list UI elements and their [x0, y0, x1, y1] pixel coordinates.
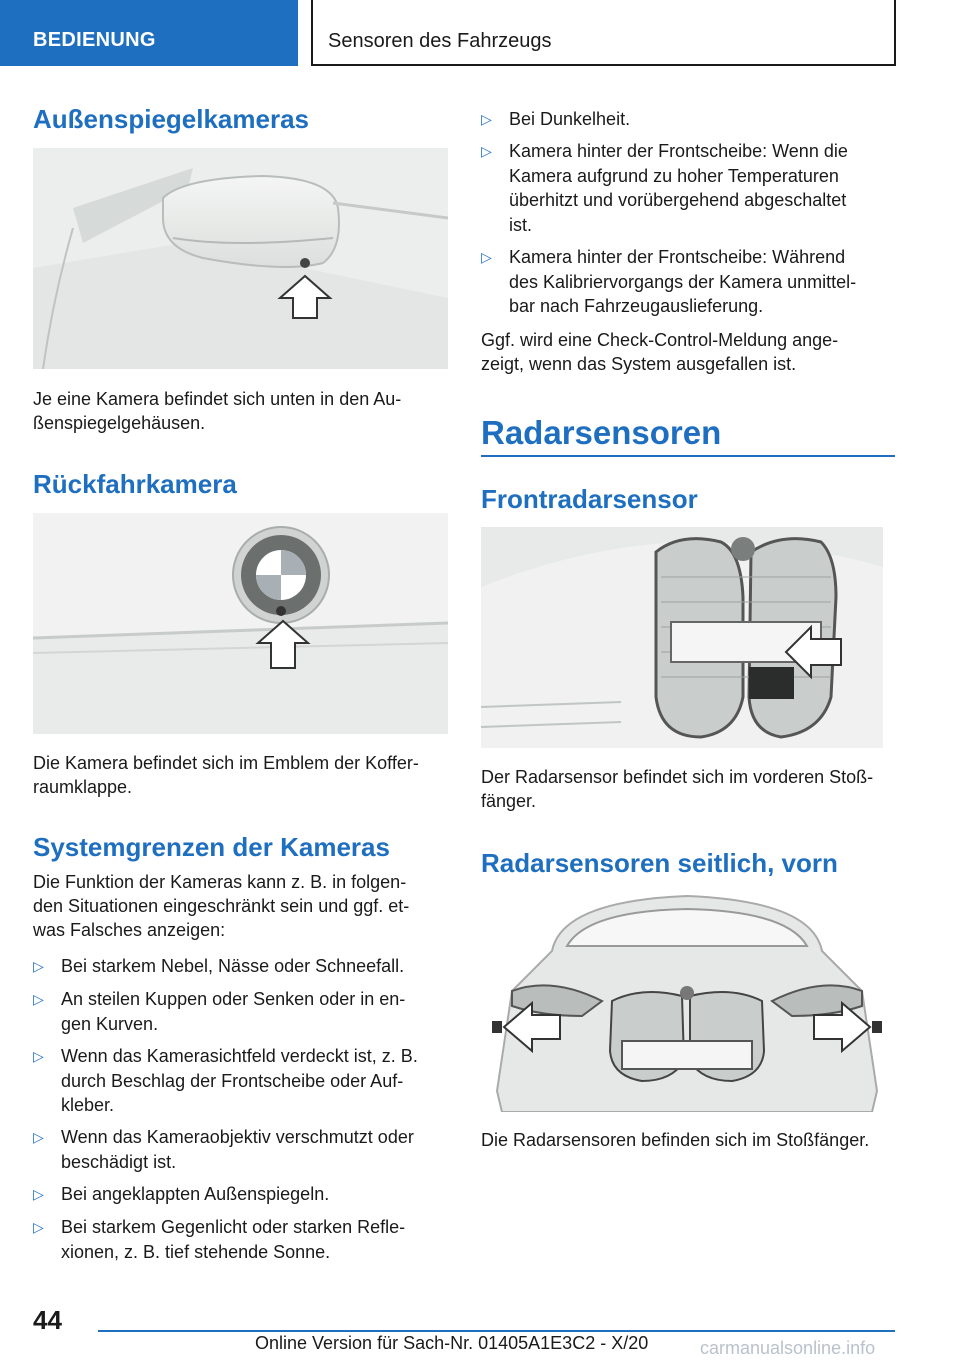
header-title-box: [311, 0, 896, 66]
front-radar-illustration: [481, 527, 883, 748]
limits-intro-line-3: was Falsches anzeigen:: [33, 920, 226, 940]
rear-emblem-illustration: [33, 513, 448, 734]
bullet-triangle-icon: ▷: [33, 1129, 44, 1145]
rear-caption-line-2: raumklappe.: [33, 777, 133, 797]
mirror-illustration: [33, 148, 448, 369]
check-control-line-2: zeigt, wenn das System ausgefallen ist.: [481, 354, 797, 374]
heading-camera-limits: Systemgrenzen der Kameras: [33, 832, 390, 862]
footer-online-version: Online Version für Sach-Nr. 01405A1E3C2 - X/20: [255, 1333, 649, 1353]
rear-caption-line-1: Die Kamera befindet sich im Emblem der Koffer‐: [33, 753, 419, 773]
bullet-triangle-icon: ▷: [33, 958, 44, 974]
heading-front-radar: Frontradarsensor: [481, 484, 698, 514]
side-radar-illustration: [492, 891, 882, 1112]
bullet-triangle-icon: ▷: [481, 143, 492, 159]
side-radar-figure: [492, 891, 882, 1112]
front-radar-figure: [481, 527, 883, 748]
section-tab: BEDIENUNG: [0, 0, 298, 66]
bullet-triangle-icon: ▷: [481, 249, 492, 265]
bullet-triangle-icon: ▷: [33, 1186, 44, 1202]
heading-rear-camera: Rückfahrkamera: [33, 469, 237, 499]
bullet-triangle-icon: ▷: [481, 111, 492, 127]
mirror-caption-line-2: ßenspiegelgehäusen.: [33, 413, 206, 433]
watermark: carmanualsonline.info: [700, 1338, 876, 1358]
bullet-triangle-icon: ▷: [33, 1219, 44, 1235]
page-number: 44: [33, 1305, 62, 1335]
side-radar-caption: Die Radarsensoren befinden sich im Stoßfänger.: [481, 1130, 870, 1150]
header-title: Sensoren des Fahrzeugs: [328, 30, 552, 52]
check-control-line-1: Ggf. wird eine Check-Control-Meldung ange‐: [481, 330, 839, 350]
bullet-triangle-icon: ▷: [33, 991, 44, 1007]
heading-side-radar: Radarsensoren seitlich, vorn: [481, 848, 838, 878]
heading-rule: [481, 455, 895, 457]
front-radar-caption-line-1: Der Radarsensor befindet sich im vorderen Stoß‐: [481, 767, 874, 787]
front-radar-caption-line-2: fänger.: [481, 791, 537, 811]
footer-rule: [98, 1330, 895, 1332]
heading-radar-sensors: Radarsensoren: [481, 414, 722, 451]
limits-intro-line-2: den Situationen eingeschränkt sein und ggf. et‐: [33, 896, 410, 916]
mirror-caption-line-1: Je eine Kamera befindet sich unten in den Au‐: [33, 389, 402, 409]
rear-camera-figure: [33, 513, 448, 734]
mirror-camera-figure: [33, 148, 448, 369]
bullet-triangle-icon: ▷: [33, 1048, 44, 1064]
limits-intro-line-1: Die Funktion der Kameras kann z. B. in folgen‐: [33, 872, 407, 892]
page-header: [0, 0, 960, 66]
heading-mirror-cameras: Außenspiegelkameras: [33, 104, 310, 134]
